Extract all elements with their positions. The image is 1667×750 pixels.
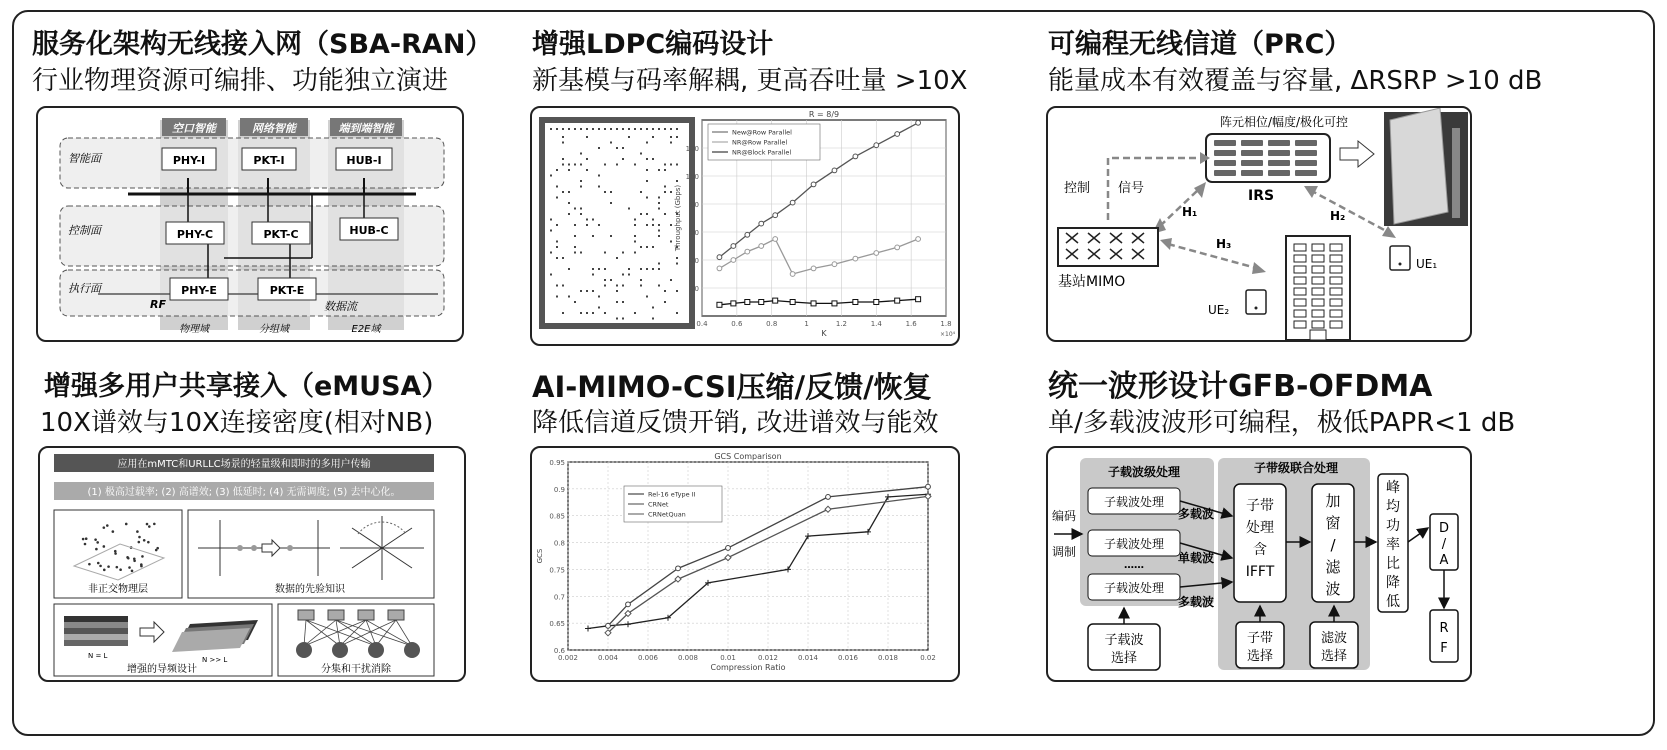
data-point [745,249,750,254]
stack-char: / [1330,536,1336,554]
x-tick-label: 0.002 [557,654,579,662]
scatter-dot [136,530,139,533]
data-point [726,546,731,551]
scatter-dot [146,523,149,526]
emusa-svg [40,448,464,680]
stack-char: 比 [1386,556,1400,572]
cell-emusa [40,370,449,440]
building-window [1312,321,1324,328]
prc-diagram [1046,106,1472,342]
building-window [1330,266,1342,273]
scatter-dot [147,541,150,544]
data-point [874,251,879,256]
irs-element [1295,170,1317,176]
graph-node [328,610,344,620]
irs-element [1295,140,1317,146]
cell-subtitle: 降低信道反馈开销, 改进谱效与能效 [532,408,939,438]
x-tick-label: 0.6 [731,320,743,328]
node-label: PHY-C [176,228,214,241]
data-point [745,232,750,237]
cell-title: 增强多用户共享接入（eMUSA） [44,371,449,402]
stack-char: 降 [1386,575,1400,591]
scatter-dot [103,545,106,548]
scatter-dot [106,524,109,527]
select-label: 选择 [1246,649,1274,664]
stack-char: 峰 [1386,480,1400,496]
y-axis-label: Throughput (Gbps) [674,184,682,252]
caption: 分集和干扰消除 [321,664,391,675]
building-window [1330,288,1342,295]
subband-proc-text: IFFT [1245,564,1275,580]
building-window [1294,310,1306,317]
data-point [874,300,879,305]
y-tick-label: 80 [690,201,699,209]
stack-char: 率 [1386,537,1400,553]
scatter-dot [112,530,115,533]
scatter-dot [141,555,144,558]
data-point [832,168,837,173]
stack-char: 波 [1325,580,1341,598]
irs-element [1241,150,1263,156]
irs-element [1268,150,1290,156]
stack-char: R [1439,621,1449,636]
cell-title: AI-MIMO-CSI压缩/反馈/恢复 [532,370,932,404]
irs-element [1268,140,1290,146]
column-header: 端到端智能 [338,122,394,135]
irs-control-label: 阵元相位/幅度/极化可控 [1219,115,1349,129]
irs-element [1214,160,1236,166]
sba-ran-diagram [36,106,464,342]
irs-label: IRS [1248,188,1275,204]
csi-svg [532,448,958,680]
legend-label: CRNetQuan [648,510,686,519]
scatter-dot [148,525,151,528]
arrow-right-icon [1340,141,1374,167]
scatter-dot [84,543,87,546]
irs-element [1295,160,1317,166]
irs-element [1214,150,1236,156]
legend-label: NR@Row Parallel [732,138,788,147]
stack-char: D [1438,521,1450,536]
data-point [811,266,816,271]
x-tick-label: 0.006 [637,654,659,662]
stack-char: 窗 [1325,514,1341,532]
caption: 数据的先验知识 [275,584,345,595]
cell-subtitle: 新基模与码率解耦, 更高吞吐量 >10X [532,66,968,96]
scatter-dot [138,541,141,544]
x-tick-label: 0.008 [677,654,699,662]
y-tick-label: 0.85 [549,512,565,521]
scatter-dot [94,538,97,541]
irs-element [1214,140,1236,146]
ldpc-chart [674,110,956,338]
data-point [895,298,900,303]
scatter-dot [127,557,130,560]
data-point [853,300,858,305]
node-label: PKT-I [253,154,285,167]
x-tick-label: 0.016 [837,654,859,662]
data-point [731,301,736,306]
x-axis-label: K [821,329,827,338]
x-tick-label: 0.01 [720,654,736,662]
x-tick-label: 1.6 [905,320,917,328]
building-window [1294,244,1306,251]
ldpc-svg [532,108,958,344]
building-window [1294,266,1306,273]
irs-element [1241,170,1263,176]
data-point [874,143,879,148]
data-point [731,258,736,263]
cell-subtitle: 能量成本有效覆盖与容量, ΔRSRP >10 dB [1048,66,1543,96]
x-tick-label: 0.004 [597,654,619,662]
graph-node [388,610,404,620]
scatter-dot [114,550,117,553]
cell-ai-csi [532,370,939,440]
building-door [1310,330,1326,340]
node-label: HUB-I [346,154,382,167]
chart-title: GCS Comparison [714,452,782,461]
row-label: 控制面 [68,224,101,237]
data-point [626,602,631,607]
ue2-phone-icon [1246,290,1266,314]
stack-char: 低 [1386,594,1400,610]
data-point [790,272,795,277]
group-title: 子载波级处理 [1107,465,1181,479]
csi-chart [536,452,936,672]
x-tick-label: 0.02 [920,654,936,662]
stack-char: 滤 [1325,558,1341,576]
flow-label: 数据流 [324,300,357,313]
building-window [1330,244,1342,251]
domain-label: 物理域 [179,324,209,335]
data-point [759,300,764,305]
irs-element [1241,140,1263,146]
building-window [1312,244,1324,251]
gfb-svg [1048,448,1470,680]
y-tick-label: 120 [685,145,699,153]
data-point [790,300,795,305]
h2-label: H₂ [1330,209,1346,223]
building-window [1312,266,1324,273]
y-tick-label: 0.6 [553,647,565,655]
x-tick-label: 0.018 [877,654,899,662]
x-exponent: ×10⁴ [940,331,956,338]
data-point [832,301,837,306]
y-tick-label: 60 [690,229,699,237]
ldpc-figure [530,106,960,346]
cell-title: 服务化架构无线接入网（SBA-RAN） [32,29,493,60]
graph-node [404,642,420,658]
scatter-dot [156,547,159,550]
data-point [826,495,831,500]
data-point [717,266,722,271]
cell-subtitle: 10X谱效与10X连接密度(相对NB) [40,408,434,438]
irs-element [1214,170,1236,176]
node-label: PHY-I [172,154,206,167]
graph-node [298,610,314,620]
node-label: PKT-C [263,228,299,241]
y-tick-label: 0.95 [549,459,565,467]
y-tick-label: 0.7 [553,593,565,602]
irs-element [1268,170,1290,176]
data-point [773,237,778,242]
scatter-dot [128,566,131,569]
node-label: PHY-E [181,284,217,297]
scatter-dot [103,526,106,529]
data-point [759,244,764,249]
data-point [773,213,778,218]
csi-figure [530,446,960,682]
stack-char: 均 [1386,499,1400,515]
building-window [1330,299,1342,306]
cell-title: 可编程无线信道（PRC） [1048,29,1352,60]
data-point [853,256,858,261]
subcarrier-proc-label: 子载波处理 [1103,581,1165,595]
row-label: 智能面 [68,152,101,165]
n-gg-label: N >> L [202,656,228,664]
x-tick-label: 0.8 [766,320,778,328]
h2-link [1310,190,1388,232]
data-point [790,200,795,205]
cell-ldpc [532,28,967,98]
cell-subtitle: 行业物理资源可编排、功能独立演进 [32,66,449,96]
chart-title: R = 8/9 [808,110,840,119]
building-window [1330,277,1342,284]
subband-proc-text: 含 [1253,542,1267,558]
building-window [1294,321,1306,328]
input-label: 调制 [1052,545,1077,559]
scatter-dot [97,562,100,565]
cell-gfb-ofdma [1048,370,1515,440]
y-tick-label: 0.8 [553,539,565,548]
control-label: 控制 [1064,181,1091,196]
irs-element [1268,160,1290,166]
bs-label: 基站MIMO [1058,274,1126,290]
ellipsis: …… [1124,560,1144,571]
data-point [916,120,921,125]
scatter-dot [140,565,143,568]
scatter-dot [103,569,106,572]
input-label: 编码 [1052,509,1077,523]
h3-link [1168,244,1256,268]
multi-carrier-label: 多载波 [1178,595,1215,609]
building-window [1330,255,1342,262]
single-carrier-label: 单载波 [1178,551,1215,565]
building-window [1330,310,1342,317]
x-tick-label: 0.012 [757,654,779,662]
data-point [832,262,837,267]
scatter-dot [95,548,98,551]
building-window [1312,255,1324,262]
scatter-dot [107,565,110,568]
data-point [731,244,736,249]
x-tick-label: 0.4 [696,320,708,328]
ue2-label: UE₂ [1208,303,1230,317]
x-tick-label: 1.4 [870,320,882,328]
y-tick-label: 40 [690,257,699,265]
data-point [916,237,921,242]
data-point [926,484,931,489]
building-window [1294,299,1306,306]
emusa-diagram [38,446,466,682]
x-axis-label: Compression Ratio [710,663,786,672]
select-label: 子带 [1246,631,1274,646]
base-matrix [542,120,692,326]
scatter-dot [133,557,136,560]
data-point [811,182,816,187]
emusa-features-text: (1) 极高过载率; (2) 高谱效; (3) 低延时; (4) 无需调度; (5) 去中心化。 [87,487,401,498]
scatter-dot [85,537,88,540]
y-tick-label: 100 [685,173,699,181]
row-band [60,270,444,316]
subband-proc-text: 子带 [1246,498,1274,514]
h3-label: H₃ [1216,237,1232,251]
column-header: 网络智能 [252,122,296,135]
graph-node [296,642,312,658]
domain-label: 分组域 [259,324,289,335]
building-window [1294,255,1306,262]
select-label: 滤波 [1320,631,1348,646]
cell-prc [1048,28,1542,98]
node-label: HUB-C [349,224,389,237]
ue1-label: UE₁ [1416,257,1438,271]
graph-node [332,642,348,658]
graph-node [358,610,374,620]
legend-label: CRNet [648,500,669,509]
stack-char: A [1439,553,1449,568]
scatter-dot [82,538,85,541]
x-tick-label: 0.014 [797,654,819,662]
cell-subtitle: 单/多载波波形可编程，极低PAPR<1 dB [1048,408,1516,438]
data-point [895,132,900,137]
data-point [759,221,764,226]
node-label: PKT-E [269,284,305,297]
cell-title: 统一波形设计GFB-OFDMA [1048,369,1433,404]
cell-title: 增强LDPC编码设计 [532,29,774,60]
data-point [916,297,921,302]
scatter-dot [99,565,102,568]
plot-area [568,462,928,650]
building-window [1294,277,1306,284]
select-label: 子载波 [1104,633,1144,648]
x-tick-label: 1.2 [835,320,847,328]
data-point [717,255,722,260]
select-label: 选择 [1110,651,1138,666]
graph-node [368,642,384,658]
scatter-dot [114,552,117,555]
select-label: 选择 [1320,649,1348,664]
rf-label: RF [150,298,166,311]
stack-char: 加 [1325,492,1341,510]
caption: 非正交物理层 [88,584,148,595]
irs-element [1295,150,1317,156]
legend-label: NR@Block Parallel [732,148,792,157]
building-window [1312,277,1324,284]
y-tick-label: 0.75 [549,566,565,575]
caption: 增强的导频设计 [127,664,197,675]
group-title: 子带级联合处理 [1253,461,1339,475]
h1-label: H₁ [1182,205,1198,219]
y-tick-label: 0.9 [553,485,565,494]
sba-ran-svg [38,108,462,340]
scatter-dot [153,523,156,526]
y-tick-label: 20 [690,285,699,293]
y-axis-label: GCS [536,548,544,564]
building-window [1312,288,1324,295]
subcarrier-proc-label: 子载波处理 [1103,495,1165,509]
ue1-phone-icon [1390,246,1410,270]
stack-char: / [1441,537,1447,552]
scatter-dot [143,539,146,542]
scatter-dot [96,541,99,544]
building-window [1312,299,1324,306]
y-tick-label: 0.65 [549,620,565,629]
column-header: 空口智能 [172,122,216,135]
row-label: 执行面 [68,282,101,295]
data-point [676,566,681,571]
n-eq-label: N = L [88,652,108,660]
stack-char: F [1440,641,1448,656]
legend-label: Rel-16 eType II [648,490,696,499]
legend-label: New@Row Parallel [732,128,792,137]
building-window [1312,310,1324,317]
scatter-dot [138,536,141,539]
subcarrier-proc-label: 子载波处理 [1103,537,1165,551]
data-point [853,154,858,159]
gfb-diagram [1046,446,1472,682]
scatter-dot [125,523,128,526]
multi-carrier-label: 多载波 [1178,507,1215,521]
data-point [745,300,750,305]
x-tick-label: 1.8 [940,320,952,328]
scatter-dot [116,566,119,569]
domain-label: E2E域 [351,324,381,335]
data-point [717,302,722,307]
building-window [1294,288,1306,295]
building-window [1330,321,1342,328]
cell-sba-ran [32,28,492,98]
subband-proc-text: 处理 [1246,520,1274,536]
stack-char: 功 [1386,518,1400,534]
scatter-dot [88,563,91,566]
data-point [895,245,900,250]
emusa-banner-text: 应用在mMTC和URLLC场景的轻量级和即时的多用户传输 [117,459,371,470]
signal-label: 信号 [1118,181,1145,196]
scatter-dot [119,568,122,571]
x-tick-label: 1 [804,320,809,328]
irs-element [1241,160,1263,166]
data-point [606,623,611,628]
scatter-dot [131,570,134,573]
data-point [773,298,778,303]
data-point [811,301,816,306]
prc-svg [1048,108,1470,340]
